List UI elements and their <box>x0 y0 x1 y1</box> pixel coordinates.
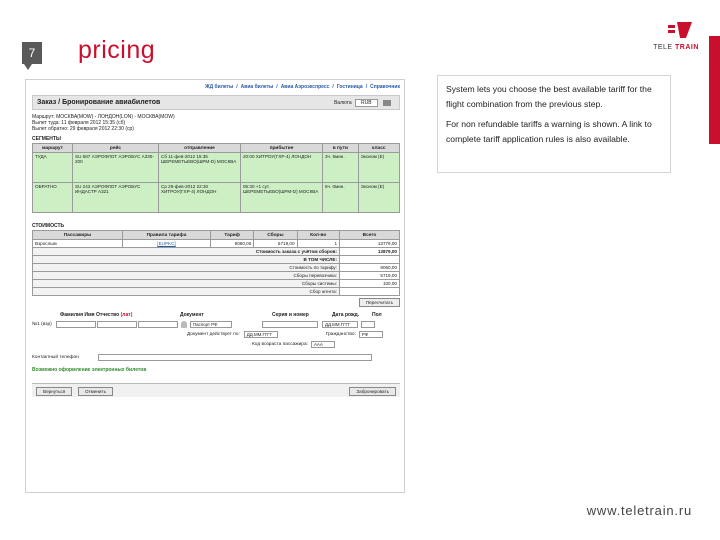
passenger-code-input[interactable]: AAA <box>311 341 335 348</box>
summary-value: 8060,00 <box>340 264 400 272</box>
pax-name-header-text: Фамилия Имя Отчество <box>60 312 120 318</box>
passenger-code-label: Код возраста пассажира: <box>252 342 308 347</box>
doc-valid-row <box>32 331 400 338</box>
nav-aeroexpress[interactable]: Авиа Аэроэкспресс <box>280 84 330 90</box>
nav-sep: / <box>236 84 238 90</box>
passenger-code-row <box>32 341 400 348</box>
cost-tariff: 8060,00 <box>211 240 254 248</box>
action-bar <box>32 383 400 397</box>
description-callout <box>437 75 671 173</box>
route-line: Маршрут: МОСКВА(MOW) - ЛОНДОН(LON) - МОСКВА(MOW) <box>32 114 175 120</box>
logo-text-part2: TRAIN <box>675 44 699 51</box>
document-select[interactable]: Паспорт РФ <box>190 321 232 328</box>
passenger-headers <box>32 312 400 318</box>
summary-row <box>33 264 400 272</box>
segments-col-header: отправление <box>159 144 241 153</box>
summary-row <box>33 288 400 296</box>
cost-qty: 1 <box>297 240 339 248</box>
summary-label: Сборы системы: <box>33 280 340 288</box>
callout-paragraph-2: For non refundable tariffs a warning is shown. A link to complete tariff application rules is also available. <box>446 119 652 144</box>
segment-departure: Сб 11-фев-2012 15:35 ШЕРЕМЕТЬЕВО(ШРМ-D) МОСКВА <box>159 153 241 183</box>
cost-col-header: Всего <box>340 231 400 240</box>
accent-bar <box>709 36 720 144</box>
logo-text <box>648 44 704 51</box>
pax-series-header: Серия и номер <box>272 312 309 318</box>
tariff-rules-link[interactable]: [EUPKC] <box>123 240 211 248</box>
currency-label: Валюта <box>333 100 352 106</box>
citizenship-select[interactable]: РФ <box>359 331 383 338</box>
segments-heading: СЕГМЕНТЫ <box>32 136 61 142</box>
footer-url: www.teletrain.ru <box>586 503 692 518</box>
cost-col-header: Правила тарифа <box>123 231 211 240</box>
sex-select[interactable] <box>361 321 375 328</box>
summary-row <box>33 280 400 288</box>
summary-label: Стоимость по тарифу: <box>33 264 340 272</box>
route-info <box>32 114 400 132</box>
cost-fees: 5719,00 <box>254 240 297 248</box>
segments-col-header: рейс <box>73 144 159 153</box>
book-button[interactable]: Забронировать <box>349 387 396 396</box>
person-icon[interactable] <box>181 321 187 328</box>
birthdate-input[interactable]: ДД.ММ.ГГГГ <box>322 321 358 328</box>
cancel-button[interactable]: Отменить <box>78 387 113 396</box>
logo-text-part1: TELE <box>653 44 673 51</box>
cost-passenger: Взрослым <box>33 240 123 248</box>
summary-value: 5719,00 <box>340 272 400 280</box>
teletrain-logo <box>648 22 704 62</box>
cost-heading: СТОИМОСТЬ <box>32 223 65 229</box>
summary-label: Сборы перевозчика: <box>33 272 340 280</box>
summary-label: Сбор агента: <box>33 288 340 296</box>
printer-icon[interactable] <box>383 100 391 106</box>
segment-arrival: 20:00 ХИТРОУ(ГХР-4) ЛОНДОН <box>241 153 323 183</box>
nav-reference[interactable]: Справочник <box>370 84 400 90</box>
summary-value <box>340 256 400 264</box>
back-button[interactable]: Вернуться <box>36 387 72 396</box>
cost-col-header: Тариф <box>211 231 254 240</box>
segment-flight: SU 587 АЭРОФЛОТ АЭРОБУС A330-200 <box>73 153 159 183</box>
segment-route: ТУДА <box>33 153 73 183</box>
summary-row <box>33 256 400 264</box>
segment-row-return <box>33 183 400 213</box>
recalc-wrap <box>32 298 400 307</box>
segment-flight: SU 243 АЭРОФЛОТ АЭРОБУС ИНДАСТР А321 <box>73 183 159 213</box>
cost-col-header: Сборы <box>254 231 297 240</box>
segment-duration: 3ч. 5мин. <box>323 153 359 183</box>
currency-select[interactable]: RUB <box>355 99 378 107</box>
cost-table <box>32 230 400 296</box>
segment-duration: 5ч. 0мин. <box>323 183 359 213</box>
nav-rail-tickets[interactable]: ЖД билеты <box>205 84 234 90</box>
pax-sex-header: Пол <box>372 312 382 318</box>
segment-departure: Ср 29-фев-2012 22:30 ХИТРОУ(ГХР-4) ЛОНДОН <box>159 183 241 213</box>
series-number-input[interactable] <box>262 321 318 328</box>
first-name-input[interactable] <box>97 321 137 328</box>
cost-row <box>33 240 400 248</box>
summary-value: 100,00 <box>340 280 400 288</box>
departure-line: Вылет туда: 11 февраля 2012 15:35 (сб) <box>32 120 126 126</box>
doc-valid-label: Документ действует по: <box>187 332 240 337</box>
agent-fee-input[interactable] <box>340 288 400 296</box>
pax-birthdate-header: Дата рожд. <box>332 312 360 318</box>
nav-hotels[interactable]: Гостиница <box>336 84 363 90</box>
pax-name-lat: (лат) <box>120 312 133 318</box>
segment-class: Эконом (E) <box>358 183 399 213</box>
segments-table <box>32 143 400 213</box>
nav-sep: / <box>276 84 278 90</box>
slide-title: pricing <box>78 36 156 64</box>
segments-col-header: маршрут <box>33 144 73 153</box>
summary-label: В ТОМ ЧИСЛЕ: <box>33 256 340 264</box>
nav-sep: / <box>365 84 368 90</box>
eticket-link[interactable]: Возможно оформление электронных билетов <box>32 367 147 373</box>
segments-col-header: класс <box>358 144 399 153</box>
pax-name-header <box>32 312 152 318</box>
summary-row <box>33 248 400 256</box>
segment-row-outbound <box>33 153 400 183</box>
callout-paragraph-1: System lets you choose the best available tariff for the flight combination from the previous step. <box>446 84 652 109</box>
slide-number: 7 <box>22 42 42 64</box>
pax-document-header: Документ <box>180 312 204 318</box>
segment-route: ОБРАТНО <box>33 183 73 213</box>
page-title: Заказ / Бронирование авиабилетов <box>37 99 161 106</box>
last-name-input[interactable] <box>56 321 96 328</box>
pax-row-label: №1 (взр) <box>32 322 52 327</box>
segment-class: Эконом (E) <box>358 153 399 183</box>
contact-phone-label: Контактный телефон <box>32 355 79 360</box>
nav-sep: / <box>332 84 334 90</box>
segments-col-header: в пути <box>323 144 359 153</box>
nav-air-tickets[interactable]: Авиа билеты <box>240 84 274 90</box>
passenger-row <box>32 321 400 328</box>
recalculate-button[interactable]: Пересчитать <box>359 298 400 307</box>
booking-screenshot <box>25 79 405 493</box>
page-title-bar <box>32 95 400 110</box>
summary-row <box>33 272 400 280</box>
middle-name-input[interactable] <box>138 321 178 328</box>
segment-arrival: 05:30 +1 сут. ШЕРЕМЕТЬЕВО(ШРМ-D) МОСКВА <box>241 183 323 213</box>
return-line: Вылет обратно: 29 февраля 2012 22:30 (ср) <box>32 126 134 132</box>
contact-phone-row <box>32 354 400 361</box>
cost-col-header: Кол-во <box>297 231 339 240</box>
logo-mark-icon <box>668 22 692 38</box>
summary-label: Стоимость заказа с учётом сборов: <box>33 248 340 256</box>
currency-control <box>334 99 391 107</box>
summary-value: 13879,00 <box>340 248 400 256</box>
top-navigation <box>32 84 400 92</box>
segments-col-header: прибытие <box>241 144 323 153</box>
contact-phone-input[interactable] <box>98 354 372 361</box>
cost-total: 13779,00 <box>340 240 400 248</box>
doc-valid-input[interactable]: ДД.ММ.ГГГГ <box>244 331 278 338</box>
cost-col-header: Пассажиры <box>33 231 123 240</box>
citizenship-label: Гражданство: <box>325 332 356 337</box>
